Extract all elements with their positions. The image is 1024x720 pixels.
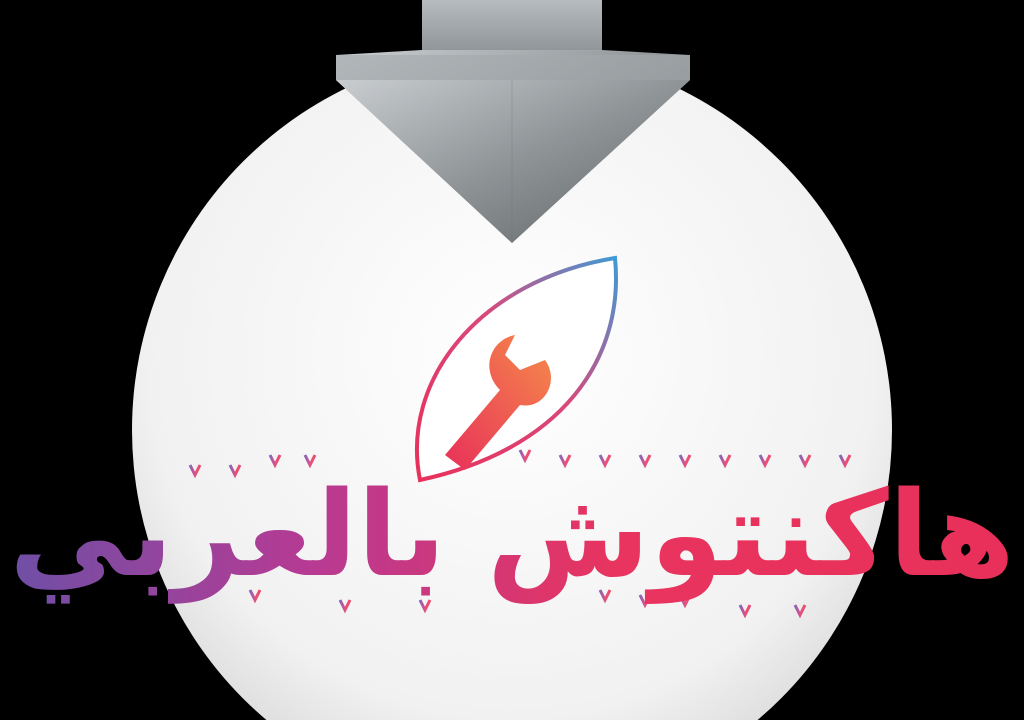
logo-wordmark: هاكنتوش بالعربي <box>9 465 1015 603</box>
